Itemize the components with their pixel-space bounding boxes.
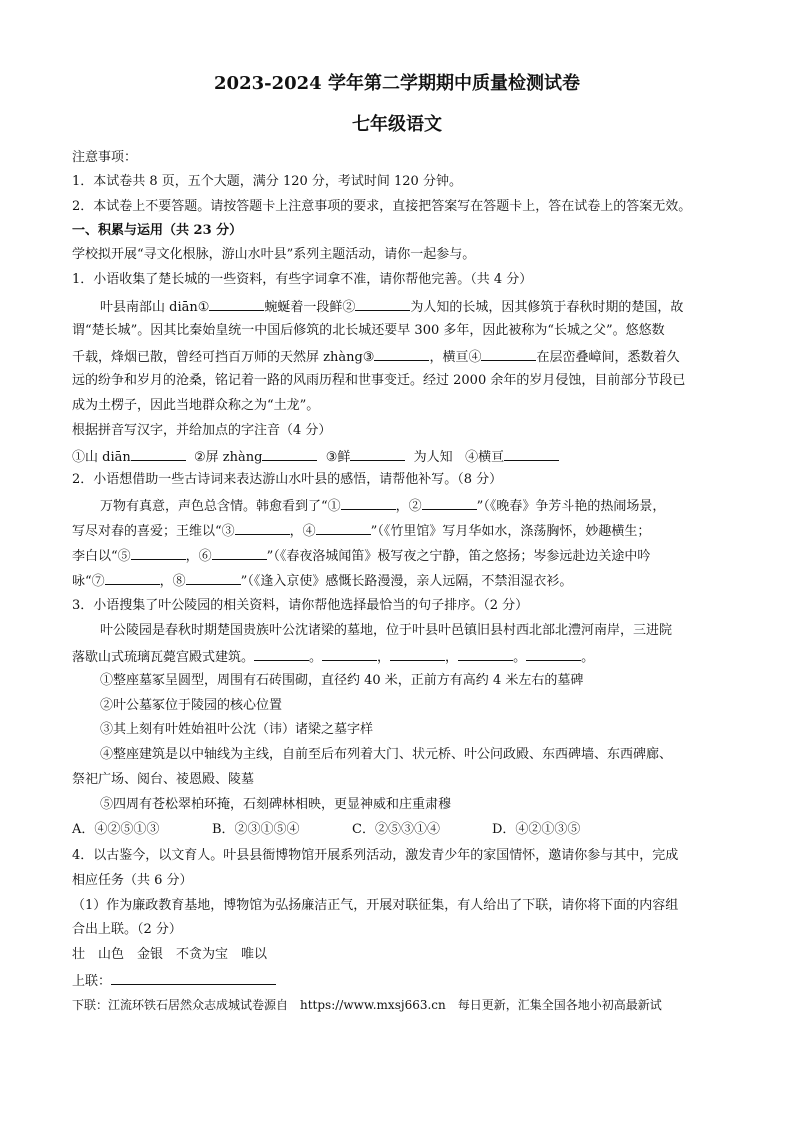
q2-line-4	[72, 572, 572, 590]
order-blank	[254, 648, 309, 661]
q4-sub1-2: 合出上联。（2 分）	[72, 922, 182, 937]
q3-sentence-3: ③其上刻有叶姓始祖叶公沈（讳）诸梁之墓字样	[100, 722, 374, 737]
q1-answers	[72, 448, 559, 466]
answer-label: ①山 diān	[72, 450, 131, 465]
section1-intro: 学校拟开展“寻文化根脉，游山水叶县”系列主题活动，请你一起参与。	[72, 247, 476, 262]
q2-text: ”（《竹里馆》写月华如水，涤荡胸怀，妙趣横生；	[370, 524, 651, 539]
q1-line-1	[100, 298, 683, 316]
blank-2	[355, 298, 410, 311]
q3-sentence-5: ⑤四周有苍松翠柏环掩，石刻碑林相映，更显神威和庄重肃穆	[100, 797, 452, 812]
q2-text: ，②	[395, 499, 422, 514]
q4-sub1-1: （1）作为廉政教育基地，博物馆为弘扬廉洁正气，开展对联征集，有人给出了下联，请你将下面的内容组	[72, 898, 679, 913]
notes-heading: 注意事项：	[72, 150, 138, 165]
upper-label: 上联：	[72, 974, 112, 989]
q3-sentence-1: ①整座墓冢呈圆型，周围有石砖围砌，直径约 40 米，正前方有高约 4 米左右的墓碑	[100, 673, 584, 688]
q1-line-3	[72, 348, 680, 366]
poem-blank	[316, 522, 371, 535]
answer-blank	[262, 448, 317, 461]
poem-blank	[235, 522, 290, 535]
answer-label: ③鲜	[325, 450, 351, 465]
q2-line-3	[72, 547, 650, 565]
poem-blank	[105, 572, 160, 585]
q2-text: ，④	[289, 524, 316, 539]
q2-text: ”（《逢入京使》感慨长路漫漫，亲人远隔，不禁泪湿衣衫。	[240, 574, 573, 589]
q4-stem-2: 相应任务（共 6 分）	[72, 873, 193, 888]
poem-blank	[212, 547, 267, 560]
q2-text: 李白以“⑤	[72, 549, 131, 564]
q1-stem: 1．小语收集了楚长城的一些资料，有些字词拿不准，请你帮他完善。（共 4 分）	[72, 272, 533, 287]
blank-1	[209, 298, 264, 311]
note-1: 1．本试卷共 8 页，五个大题，满分 120 分，考试时间 120 分钟。	[72, 174, 462, 189]
q3-para-1: 叶公陵园是春秋时期楚国贵族叶公沈诸梁的墓地，位于叶县叶邑镇旧县村西北部北澧河南岸，三进院	[100, 623, 673, 638]
q4-words: 壮 山色 金银 不贪为宝 唯以	[72, 947, 268, 962]
answer-label: ④横亘	[465, 450, 505, 465]
q2-line-1	[100, 497, 665, 515]
q1-text: 叶县南部山 diān①	[100, 300, 210, 315]
option-b[interactable]: B．②③①⑤④	[212, 822, 300, 837]
option-c[interactable]: C．②⑤③①④	[352, 822, 440, 837]
q2-stem: 2．小语想借助一些古诗词来表达游山水叶县的感悟，请帮他补写。（8 分）	[72, 472, 503, 487]
order-blank	[390, 648, 445, 661]
q3-sentence-2: ②叶公墓冢位于陵园的核心位置	[100, 698, 283, 713]
order-blank	[322, 648, 377, 661]
q2-text: 咏“⑦	[72, 574, 105, 589]
note-2: 2．本试卷上不要答题。请按答题卡上注意事项的要求，直接把答案写在答题卡上，答在试卷上的答案无效。	[72, 199, 692, 214]
q1-text: 千载，烽烟已散，曾经可挡百万师的天然屏 zhàng③	[72, 350, 375, 365]
q1-text: 在层峦叠嶂间，悉数着久	[536, 350, 680, 365]
q3-options	[72, 822, 632, 838]
q2-text: ”（《春夜洛城闻笛》极写夜之宁静，笛之悠扬；岑参远赴边关途中吟	[266, 549, 651, 564]
q1-text: 蜿蜒着一段鲜②	[264, 300, 356, 315]
section1-heading: 一、积累与运用（共 23 分）	[72, 223, 243, 238]
q1-text: 为人知的长城，因其修筑于春秋时期的楚国，故	[410, 300, 684, 315]
q3-para-2: 落歇山式琉璃瓦薨宫殿式建筑。 。 ， ， 。 。	[72, 650, 595, 665]
poem-blank	[341, 497, 396, 510]
poem-blank	[186, 572, 241, 585]
q4-upper-couplet	[72, 972, 276, 990]
q4-stem-1: 4．以古鉴今，以文育人。叶县县衙博物馆开展系列活动，激发青少年的家国情怀，邀请你参与其中，完成	[72, 848, 679, 863]
q2-text: ”（《晚春》争芳斗艳的热闹场景，	[476, 499, 666, 514]
q1-instruction: 根据拼音写汉字，并给加点的字注音（4 分）	[72, 423, 332, 438]
q2-line-2	[72, 522, 650, 540]
answer-label: 为人知	[413, 450, 453, 465]
q3-sentence-4a: ④整座建筑是以中轴线为主线，自前至后布列着大门、状元桥、叶公问政殿、东西碑墙、东西碑廊、	[100, 747, 673, 762]
upper-couplet-blank	[111, 972, 276, 985]
q2-text: ，⑧	[159, 574, 186, 589]
option-a[interactable]: A．④②⑤①③	[72, 822, 160, 837]
option-d[interactable]: D．④②①③⑤	[492, 822, 581, 837]
poem-blank	[131, 547, 186, 560]
q1-line-4: 远的纷争和岁月的沧桑，铭记着一路的风雨历程和世事变迁。经过 2000 余年的岁月侵蚀，目前部分节段已	[72, 373, 686, 388]
answer-label: ②屏 zhàng	[194, 450, 263, 465]
poem-blank	[422, 497, 477, 510]
q1-text: ，横亘④	[429, 350, 482, 365]
q3-stem: 3．小语搜集了叶公陵园的相关资料，请你帮他选择最恰当的句子排序。（2 分）	[72, 598, 529, 613]
blank-3	[374, 348, 429, 361]
q3-sentence-4b: 祭祀广场、阅台、祾恩殿、陵墓	[72, 772, 255, 787]
answer-blank	[504, 448, 559, 461]
blank-4	[481, 348, 536, 361]
q2-text: ，⑥	[185, 549, 212, 564]
exam-subtitle: 七年级语文	[352, 114, 442, 135]
q2-text: 万物有真意，声色总含情。韩愈看到了“①	[100, 499, 341, 514]
answer-blank	[350, 448, 405, 461]
exam-title: 2023-2024 学年第二学期期中质量检测试卷	[214, 73, 580, 94]
answer-blank	[131, 448, 186, 461]
q3-text: 落歇山式琉璃瓦薨宫殿式建筑。	[72, 650, 255, 665]
order-blank	[458, 648, 513, 661]
q1-line-5: 成为土楞子，因此当地群众称之为“土龙”。	[72, 398, 320, 413]
q4-lower-couplet: 下联：江流环铁石居然众志成城试卷源自 https://www.mxsj663.cn 每日更新，汇集全国各地小初高最新试	[72, 998, 662, 1012]
order-blank	[526, 648, 581, 661]
q1-line-2: 谓“楚长城”。因其比秦始皇统一中国后修筑的北长城还要早 300 多年，因此被称为“长城之父”。悠悠数	[72, 323, 665, 338]
q2-text: 写尽对春的喜爱；王维以“③	[72, 524, 235, 539]
